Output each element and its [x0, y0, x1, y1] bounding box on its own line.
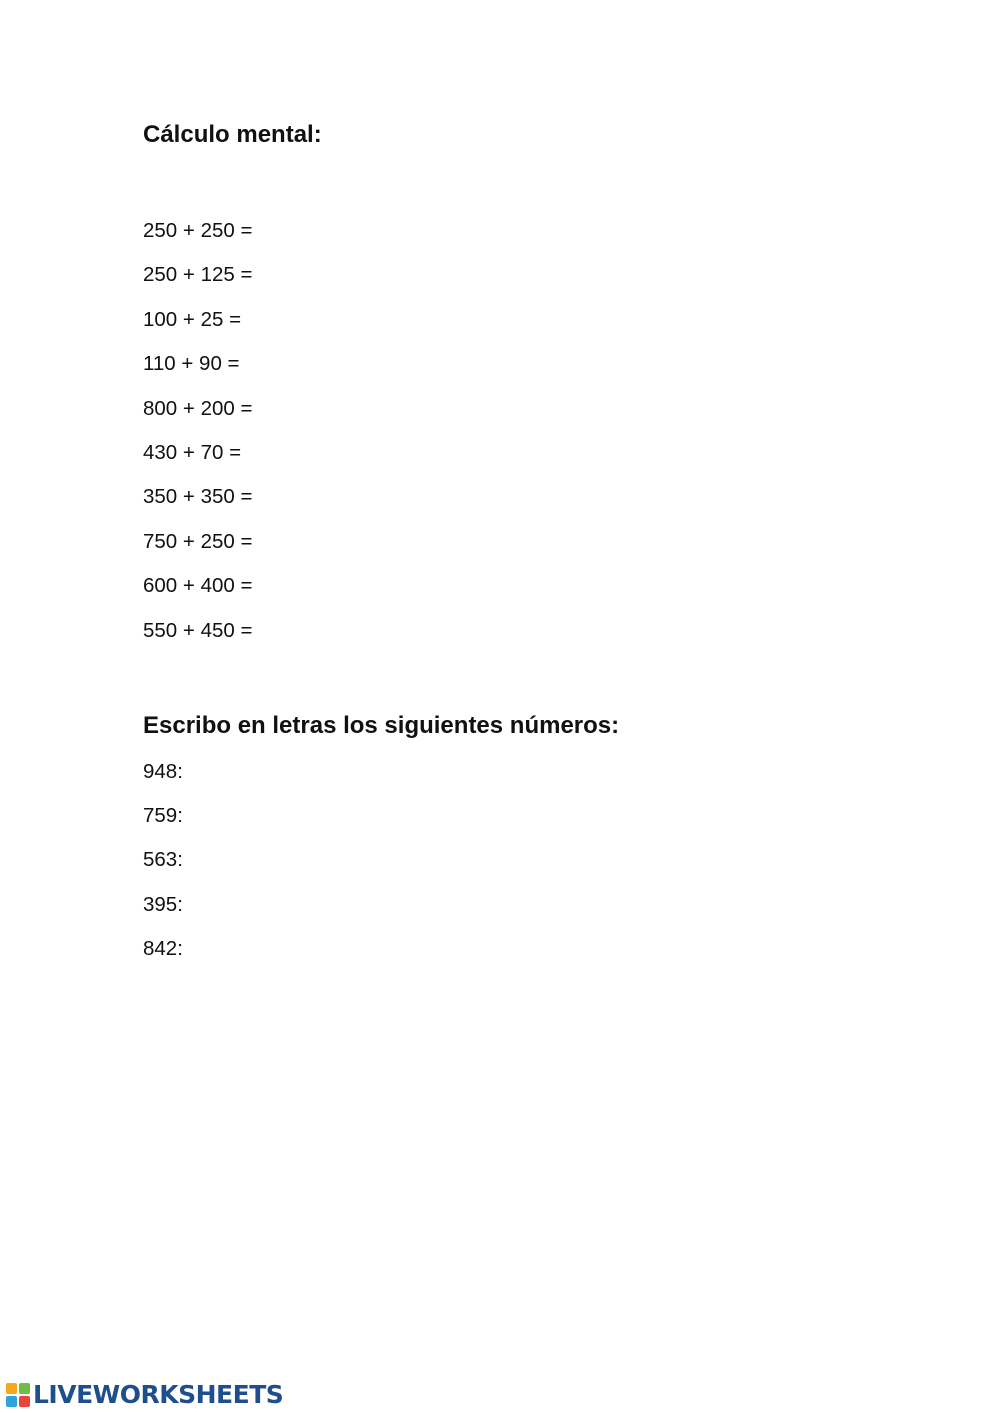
calculation-item: 250 + 250 =: [143, 219, 253, 242]
number-item: 759:: [143, 804, 183, 828]
calculation-item: 750 + 250 =: [143, 529, 253, 553]
number-item: 395:: [143, 892, 183, 916]
calculation-item: 110 + 90 =: [143, 352, 240, 376]
calculation-item: 800 + 200 =: [143, 396, 253, 420]
liveworksheets-logo: [6, 1382, 283, 1408]
calculation-item: 250 + 125 =: [143, 263, 253, 287]
number-item: 563:: [143, 848, 183, 872]
write-numbers-title: Escribo en letras los siguientes números:: [143, 712, 620, 739]
number-item: 842:: [143, 936, 183, 960]
calculation-item: 550 + 450 =: [143, 618, 253, 642]
calculation-list: [143, 219, 252, 663]
numbers-list: [143, 760, 183, 981]
calculation-item: 430 + 70 =: [143, 440, 242, 464]
number-item: 948:: [143, 760, 183, 783]
mental-calculation-title: Cálculo mental:: [143, 121, 322, 148]
liveworksheets-logo-icon: [6, 1383, 30, 1407]
calculation-item: 600 + 400 =: [143, 574, 253, 598]
calculation-item: 350 + 350 =: [143, 485, 253, 509]
logo-text: LIVEWORKSHEETS: [33, 1380, 284, 1409]
calculation-item: 100 + 25 =: [143, 307, 242, 331]
